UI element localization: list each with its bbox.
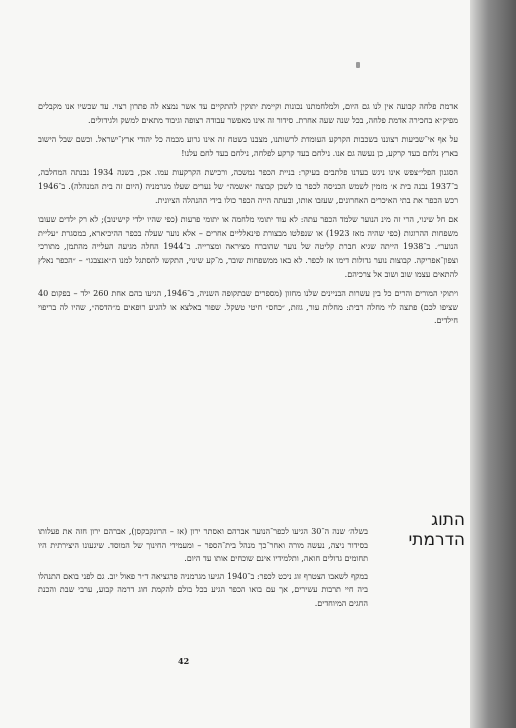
page-number: 42	[178, 656, 190, 666]
paragraph: הסגנון הפלי״צפש אינו ניגש בעדנו פלתבים בעיקר: בניית הכפר נמשכה, ורכישת הקרקעות עמו. אכן, בשנה 1934 נבנתה המחלבה, ב־1937 נבנה בית א׳ מזמין לשמש הכניסה לכפר בו לשכן קבוצה ״אשמה״ של נערים שעלו מגרמניה (היום זה בית המנהלה). ב־1946 רכש הכפר את בתי האיכרים האחרונים, שעזבו אותו, ובעתה הייה הכפר כולו בידי ההנהלה הציונית.	[38, 168, 459, 205]
paragraph: על אף אי־שביעות רצוננו בשכבות הקרקע העומדת לרשותנו, מצבנו בשטח זה אינו גרוע מכמה כל יהודי ארץ־ישראל. וכשם שבל הישוב בארץ נלחם בעד קרקע, כן נעשה גם אנו. נילחם בעד קרקע לפלחה, נילחם בעד לחם עלנו!	[38, 135, 458, 158]
section-side-title: התוג הדרמתי	[408, 510, 465, 550]
paragraph: ויתוקי המורים והרים כל בין עשרות הבניינים שלנו מחזון (מספרים שבתקופה השניה, ב־1946, הגיעו בהם אחת 260 ילד – בפקום 40 שציפו לכם) פתצה לוי מחלה רבית: מחלות עור, גזזת, ״כחס״ חיטי טשקל. שפור באלצא או להגיע רופאים מ״הדסה״, שהיו לה בריפוי חילדים.	[38, 289, 459, 326]
paragraph: במקף לשאבו הצטרף זוג ניכט לכפר: ב־1940 הגיעו מגרמניה פרגציאה ד״ר פאול יוב. גם לפני בואם התנהלו ביה חיי תרבות עשירים, אך עם בואו הכפר הגיע בכל בולם להקמת חוג דרמה קבוע, ערבי שבת והכנת החגים המיוחדים.	[38, 571, 368, 608]
lower-text-block	[38, 525, 368, 615]
scan-mark	[356, 62, 360, 68]
main-text-block	[38, 100, 458, 334]
paragraph: אם חל שינוי, הרי זה מינ הנוער שלמד הכפר עתה: לא עוד יתומי מלחמה או יתומי פרעות (כפי שהיו ילדי קישינוב); לא רק ילדים שעובו משפחות ההרוגות (כפי שהיה מאז 1923) או שנפלטו מבצורת פינאלליים אחרים – אלא נוער שעלה בכפר ההיכיארא, במסגרת ״עליית הנוער״. ב־1938 הייתה שגיא חברת קליטה של נוער שהוברח מציראה ומצרייה. ב־1944 החלה מגיעה העלייה מהתמן, מתורכי וצפון־אפריקה. קבוצות נוער גדולות דימו אז לכפר. לא באו ממשפחות שובר, מ־קע שינוי, התקשו להסתגל למנו ה״אנצבגו״ – ״הכפר נאלץ להתאים עצמו שוב ושוב אל צרכיהם.	[38, 215, 458, 279]
book-gutter-shadow	[470, 0, 516, 728]
paragraph: בשלה׳ שנה ה־30 הגיעו לכפר־הנוער אברהם ואסתר ירון (אז – הרונקבקסן), אברהם ירון חזה את פעלותו בסידור ניצה, נעשה מורה ואחר־כך מנהל בית־הספר – ומעמידי החינוך של המוסד. שיגעונו היצירתית היו תחומים גדולים חואה, ותלמידיו אינם שוכחים אותו עד היום.	[38, 527, 368, 564]
paragraph: אדמת פלחה קבועה אין לנו גם היום, ולמלחמתנו נכונות וקיימת יתוקין להתקיים עד אשר נמצא לה פתרון רצוי. עד שכשיו אנו מקבלים מפיק״א בחכירה אדמת פלחה, בכל שנה שעה אחרת. סידור זה אינו מאפשר עבודה רצופה וגיבוד מתאים למשק ולגידולים.	[38, 102, 458, 125]
